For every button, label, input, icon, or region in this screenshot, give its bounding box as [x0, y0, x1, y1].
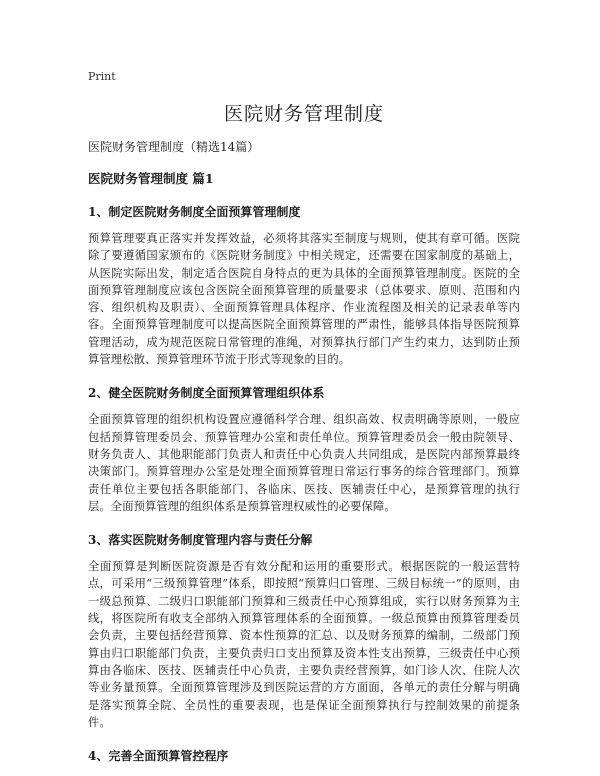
section-4 — [88, 747, 520, 764]
section-heading: 3、落实医院财务制度管理内容与责任分解 — [88, 533, 313, 548]
section-1 — [88, 203, 520, 368]
section-heading: 2、健全医院财务制度全面预算管理组织体系 — [88, 386, 325, 401]
section-paragraph: 全面预算是判断医院资源是否有效分配和运用的重要形式。根据医院的一般运营特点，可采用“三级预算管理”体系，即按照“预算归口管理、三级目标统一”的原则，由一级总预算、二级归口职能部门预算和三级责任中心预算组成，实行以财务预算为主线，将医院所有收支全部纳入预算管理体系的全面预算。一级总预算由预算管理委员会负责，主要包括经营预算、资本性预算的汇总、以及财务预算的编制，二级部门预算由归口职能部门负责，主要负责归口支出预算及资本性支出预算，三级责任中心预算由各临床、医技、医辅责任中心负责，主要负责经营预算，如门诊人次、住院人次等业务量预算。全面预算管理涉及到医院运营的方方面面，各单元的责任分解与明确是落实预算全院、全员性的重要表现，也是保证全面预算执行与控制效果的前提条件。 — [88, 560, 520, 729]
section-3 — [88, 531, 520, 731]
part-title: 医院财务管理制度 篇1 — [88, 171, 214, 186]
section-heading: 1、制定医院财务制度全面预算管理制度 — [88, 205, 301, 219]
document-title: 医院财务管理制度 — [223, 103, 384, 125]
document-page — [88, 70, 520, 774]
print-label[interactable]: Print — [88, 70, 116, 83]
section-paragraph: 预算管理要真正落实并发挥效益，必须将其落实至制度与规则，使其有章可循。医院除了要遵循国家颁布的《医院财务制度》中相关规定，还需要在国家制度的基础上，从医院实际出发，制定适合医院自身特点的更为具体的全面预算管理制度。医院的全面预算管理制度应该包含医院全面预算管理的质量要求（总体要求、原则、范围和内容、组织机构及职责）、全面预算管理具体程序、作业流程图及相关的记录表单等内容。全面预算管理制度可以提高医院全面预算管理的严肃性，能够具体指导医院预算管理活动，成为规范医院日常管理的准绳，对预算执行部门产生约束力，达到防止预算管理松散、预算管理环节流于形式等现象的目的。 — [88, 232, 520, 367]
section-heading: 4、完善全面预算管控程序 — [88, 749, 229, 764]
section-2 — [88, 384, 520, 515]
document-subtitle: 医院财务管理制度（精选14篇） — [88, 140, 260, 154]
section-paragraph: 全面预算管理的组织机构设置应遵循科学合理、组织高效、权责明确等原则，一般应包括预算管理委员会、预算管理办公室和责任单位。预算管理委员会一般由院领导、财务负责人、其他职能部门负责人和责任中心负责人共同组成，是医院内部预算最终决策部门。预算管理办公室是处理全面预算管理日常运行事务的综合管理部门。预算责任单位主要包括各职能部门、各临床、医技、医辅责任中心，是预算管理的执行层。全面预算管理的组织体系是预算管理权威性的必要保障。 — [88, 413, 520, 513]
